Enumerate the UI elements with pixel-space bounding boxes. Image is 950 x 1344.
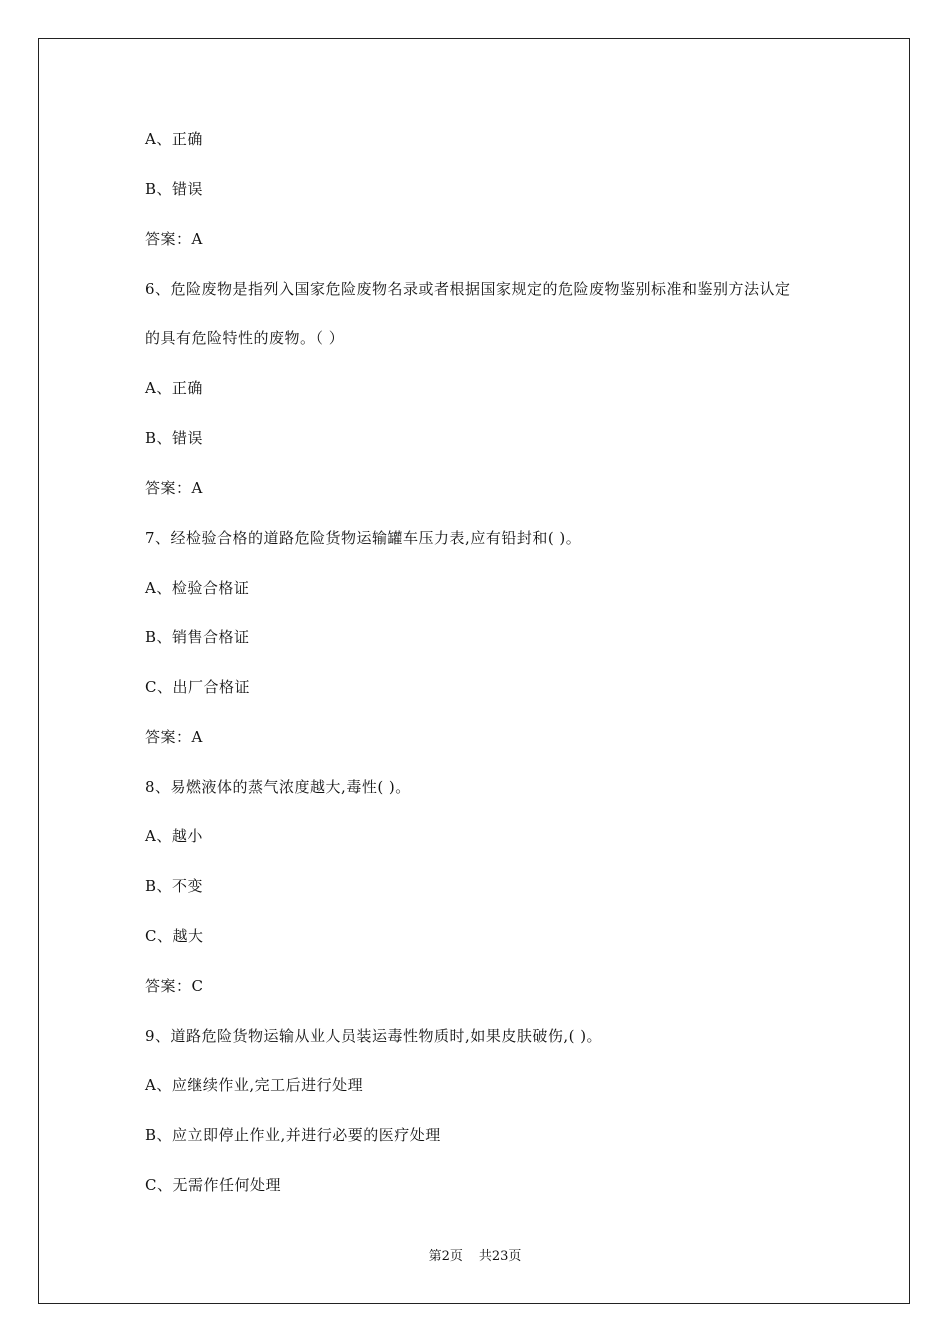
option-line: B、不变	[145, 877, 204, 895]
option-line: A、检验合格证	[145, 579, 250, 597]
option-line: C、出厂合格证	[145, 678, 250, 696]
answer-line: 答案：C	[145, 977, 204, 995]
page-footer	[0, 1248, 950, 1266]
page-border	[38, 38, 910, 1304]
option-line: A、越小	[145, 827, 203, 845]
option-line: A、正确	[145, 130, 203, 148]
option-line: B、应立即停止作业,并进行必要的医疗处理	[145, 1126, 441, 1144]
option-line: C、无需作任何处理	[145, 1176, 281, 1194]
option-line: B、错误	[145, 180, 204, 198]
answer-line: 答案：A	[145, 479, 203, 497]
question-line: 的具有危险特性的废物。（ ）	[145, 329, 345, 347]
option-line: A、正确	[145, 379, 203, 397]
question-line: 8、易燃液体的蒸气浓度越大,毒性( )。	[145, 778, 411, 796]
page-total: 共23页	[478, 1249, 522, 1264]
page-number: 第2页	[428, 1249, 463, 1264]
question-line: 9、道路危险货物运输从业人员装运毒性物质时,如果皮肤破伤,( )。	[145, 1027, 603, 1045]
question-line: 6、危险废物是指列入国家危险废物名录或者根据国家规定的危险废物鉴别标准和鉴别方法认定	[145, 280, 791, 298]
option-line: B、错误	[145, 429, 204, 447]
answer-line: 答案：A	[145, 230, 203, 248]
answer-line: 答案：A	[145, 728, 203, 746]
option-line: A、应继续作业,完工后进行处理	[145, 1076, 364, 1094]
option-line: B、销售合格证	[145, 628, 250, 646]
question-line: 7、经检验合格的道路危险货物运输罐车压力表,应有铅封和( )。	[145, 529, 582, 547]
option-line: C、越大	[145, 927, 204, 945]
